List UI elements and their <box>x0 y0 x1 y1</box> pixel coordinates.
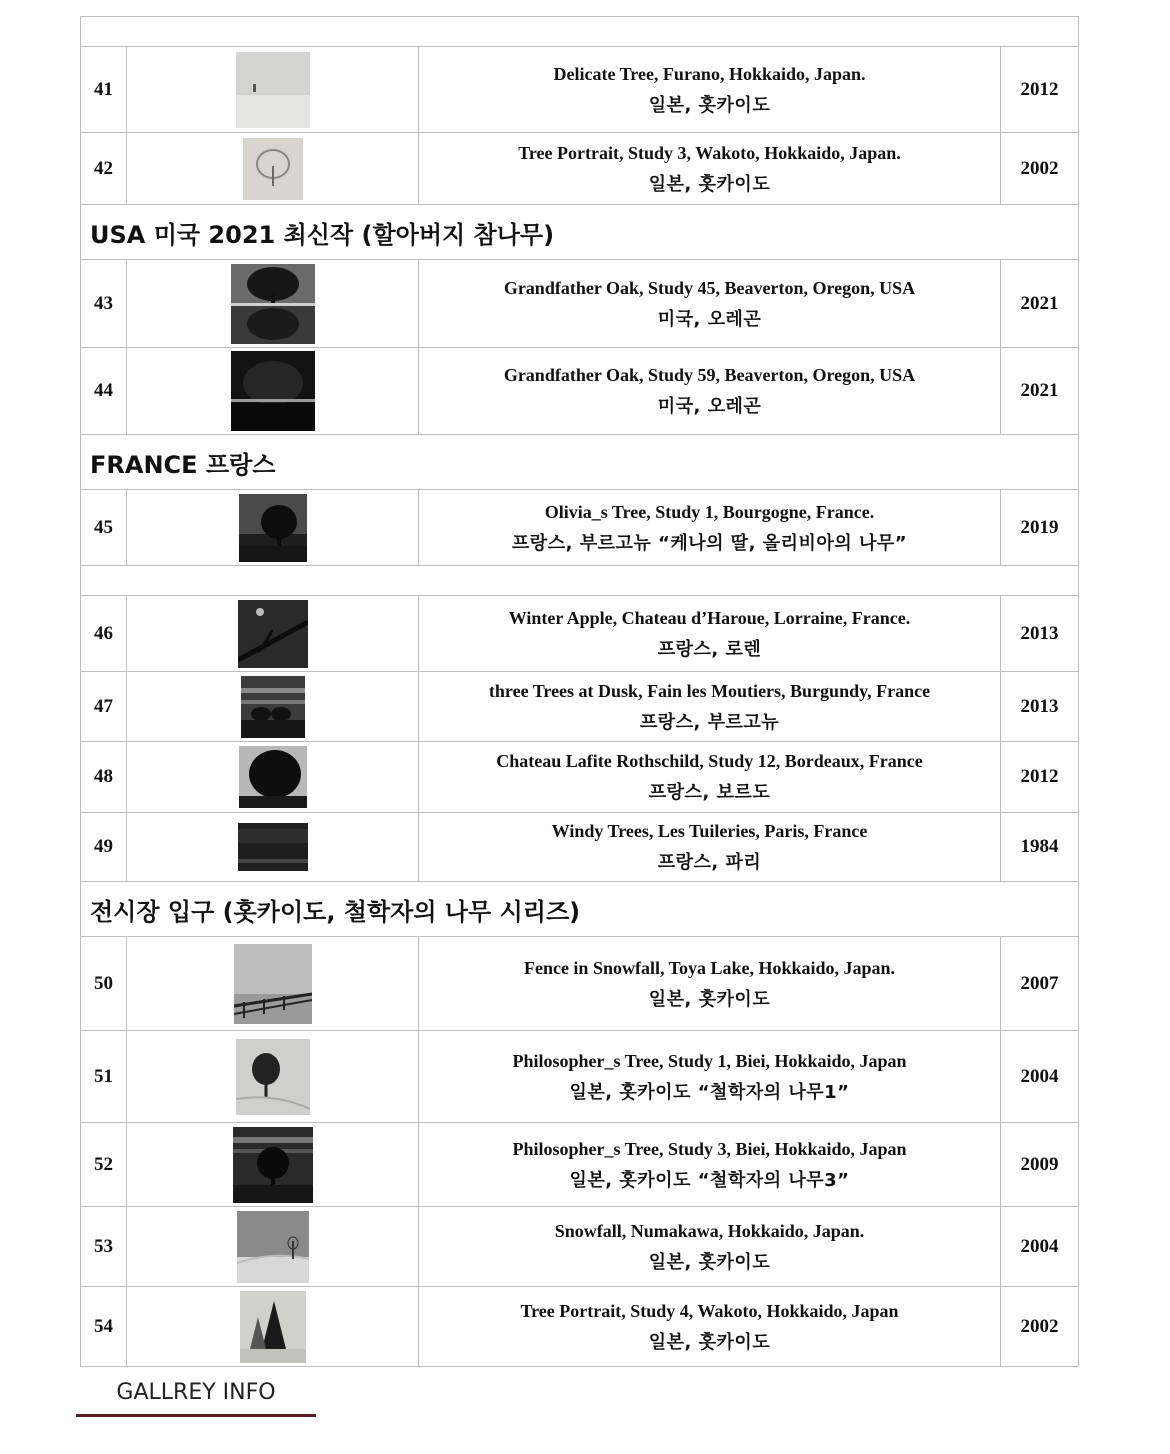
artwork-year: 2002 <box>1001 1287 1079 1367</box>
artwork-year: 2019 <box>1001 490 1079 566</box>
artwork-title: Olivia_s Tree, Study 1, Bourgogne, France. <box>544 501 875 522</box>
artwork-year: 2012 <box>1001 47 1079 133</box>
artwork-thumbnail[interactable] <box>241 676 305 738</box>
artwork-thumbnail[interactable] <box>231 351 315 431</box>
section-row <box>81 435 1079 490</box>
artwork-location-ko: 프랑스, 부르고뉴 <box>639 711 780 733</box>
artwork-year: 2013 <box>1001 596 1079 672</box>
section-heading-entrance: 전시장 입구 (홋카이도, 철학자의 나무 시리즈) <box>81 882 1079 937</box>
artwork-title: Grandfather Oak, Study 59, Beaverton, Oregon, USA <box>503 365 916 385</box>
artwork-location-ko: 일본, 홋카이도 <box>648 1251 771 1273</box>
artwork-number: 54 <box>81 1287 127 1367</box>
artwork-location-ko: 일본, 홋카이도 <box>648 173 771 195</box>
artwork-row <box>81 813 1079 882</box>
artwork-year: 2009 <box>1001 1123 1079 1207</box>
artwork-thumbnail[interactable] <box>233 1127 313 1203</box>
artwork-year: 2021 <box>1001 260 1079 348</box>
artwork-row <box>81 672 1079 742</box>
artwork-location-ko: 일본, 홋카이도 “철학자의 나무1” <box>569 1081 850 1103</box>
artwork-title: Tree Portrait, Study 4, Wakoto, Hokkaido, Japan <box>520 1300 899 1321</box>
artwork-location-ko: 일본, 홋카이도 “철학자의 나무3” <box>569 1169 850 1191</box>
artwork-location-ko: 프랑스, 부르고뉴 “케나의 딸, 올리비아의 나무” <box>511 532 908 554</box>
artwork-year: 2012 <box>1001 742 1079 813</box>
artwork-number: 46 <box>81 596 127 672</box>
artwork-row <box>81 260 1079 348</box>
artwork-thumbnail[interactable] <box>240 1291 306 1363</box>
artwork-year: 2004 <box>1001 1207 1079 1287</box>
section-row <box>81 205 1079 260</box>
artwork-location-ko: 미국, 오레곤 <box>657 396 762 417</box>
artwork-location-ko: 프랑스, 보르도 <box>648 782 771 803</box>
artwork-number: 49 <box>81 813 127 882</box>
artwork-title: Delicate Tree, Furano, Hokkaido, Japan. <box>553 63 866 84</box>
artwork-title: Chateau Lafite Rothschild, Study 12, Bordeaux, France <box>496 751 923 771</box>
artwork-title: Philosopher_s Tree, Study 3, Biei, Hokkaido, Japan <box>512 1138 907 1159</box>
artwork-number: 45 <box>81 490 127 566</box>
artwork-number: 48 <box>81 742 127 813</box>
artwork-row <box>81 47 1079 133</box>
section-heading-usa: USA 미국 2021 최신작 (할아버지 참나무) <box>81 205 1079 260</box>
section-heading-france: FRANCE 프랑스 <box>81 435 1079 490</box>
artwork-thumbnail[interactable] <box>238 823 308 871</box>
artwork-location-ko: 일본, 홋카이도 <box>648 988 771 1010</box>
artwork-title: Winter Apple, Chateau d’Haroue, Lorraine, France. <box>508 607 911 628</box>
artwork-row <box>81 1123 1079 1207</box>
artwork-row <box>81 937 1079 1031</box>
artwork-year: 2004 <box>1001 1031 1079 1123</box>
artwork-thumbnail[interactable] <box>234 944 312 1024</box>
gallery-info-label[interactable]: GALLREY INFO <box>116 1380 276 1405</box>
artwork-title: Snowfall, Numakawa, Hokkaido, Japan. <box>554 1220 865 1241</box>
artwork-location-ko: 프랑스, 파리 <box>657 852 762 873</box>
artwork-title: Philosopher_s Tree, Study 1, Biei, Hokkaido, Japan <box>512 1050 907 1071</box>
artwork-row <box>81 490 1079 566</box>
artwork-location-ko: 미국, 오레곤 <box>657 308 762 330</box>
artwork-title: Grandfather Oak, Study 45, Beaverton, Oregon, USA <box>503 277 916 298</box>
artwork-number: 41 <box>81 47 127 133</box>
artwork-number: 47 <box>81 672 127 742</box>
artwork-title: Windy Trees, Les Tuileries, Paris, France <box>551 821 868 841</box>
gallery-info-tab[interactable] <box>76 1374 316 1417</box>
artwork-row <box>81 596 1079 672</box>
artwork-row <box>81 348 1079 435</box>
artwork-number: 42 <box>81 133 127 205</box>
artwork-thumbnail[interactable] <box>243 138 303 200</box>
artwork-row <box>81 742 1079 813</box>
blank-row <box>81 566 1079 596</box>
artwork-thumbnail[interactable] <box>231 264 315 344</box>
artwork-number: 53 <box>81 1207 127 1287</box>
artwork-list <box>80 16 1078 1367</box>
artwork-number: 50 <box>81 937 127 1031</box>
artwork-row <box>81 1287 1079 1367</box>
artwork-thumbnail[interactable] <box>236 1039 310 1115</box>
artwork-year: 1984 <box>1001 813 1079 882</box>
artwork-thumbnail[interactable] <box>239 746 307 808</box>
artwork-year: 2002 <box>1001 133 1079 205</box>
artwork-number: 44 <box>81 348 127 435</box>
section-row <box>81 882 1079 937</box>
artwork-row <box>81 1207 1079 1287</box>
artwork-number: 43 <box>81 260 127 348</box>
artwork-row <box>81 1031 1079 1123</box>
blank-row <box>81 17 1079 47</box>
artwork-thumbnail[interactable] <box>238 600 308 668</box>
artwork-location-ko: 프랑스, 로렌 <box>657 638 762 660</box>
artwork-table <box>80 16 1079 1367</box>
artwork-thumbnail[interactable] <box>236 52 310 128</box>
artwork-title: three Trees at Dusk, Fain les Moutiers, Burgundy, France <box>488 680 931 701</box>
artwork-thumbnail[interactable] <box>239 494 307 562</box>
artwork-title: Tree Portrait, Study 3, Wakoto, Hokkaido, Japan. <box>518 142 901 163</box>
artwork-title: Fence in Snowfall, Toya Lake, Hokkaido, Japan. <box>523 957 896 978</box>
artwork-year: 2007 <box>1001 937 1079 1031</box>
artwork-number: 52 <box>81 1123 127 1207</box>
artwork-year: 2021 <box>1001 348 1079 435</box>
gallery-info-underline <box>76 1414 316 1417</box>
artwork-year: 2013 <box>1001 672 1079 742</box>
artwork-thumbnail[interactable] <box>237 1211 309 1283</box>
artwork-location-ko: 일본, 홋카이도 <box>648 1331 771 1353</box>
artwork-row <box>81 133 1079 205</box>
artwork-location-ko: 일본, 홋카이도 <box>648 94 771 116</box>
artwork-number: 51 <box>81 1031 127 1123</box>
